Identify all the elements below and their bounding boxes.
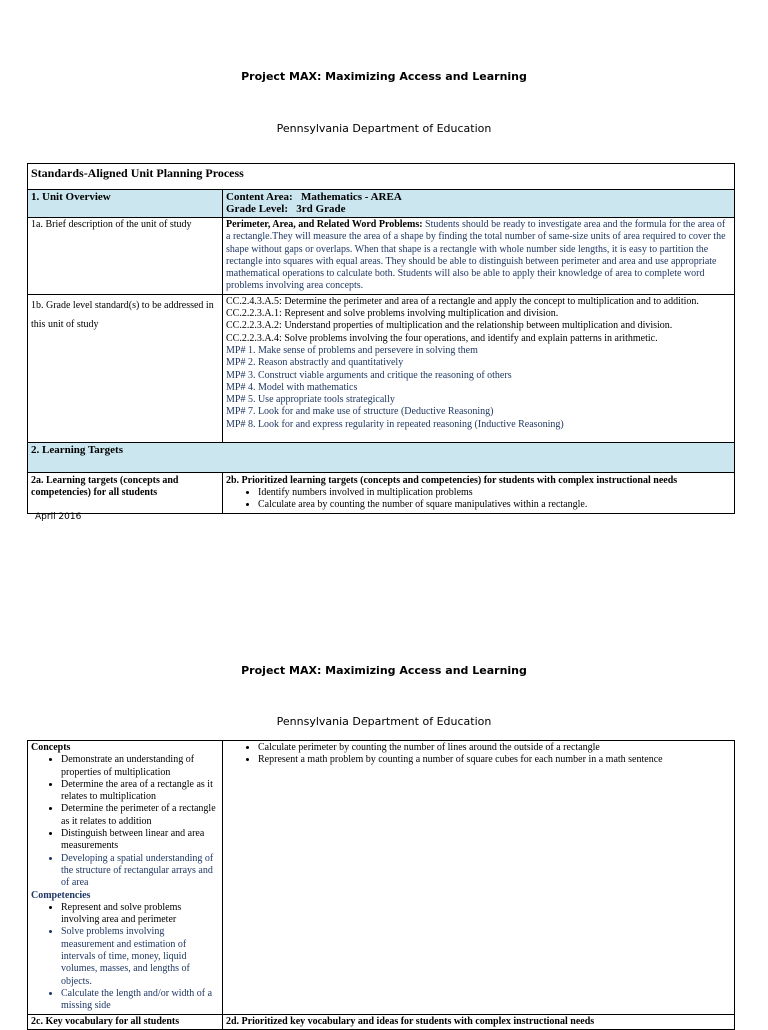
vocab-all-label: 2c. Key vocabulary for all students xyxy=(28,1014,223,1029)
unit-overview-label: 1. Unit Overview xyxy=(28,190,223,218)
targets-complex-label: 2b. Prioritized learning targets (concepts and competencies) for students with complex instructional needs xyxy=(226,474,678,486)
list-item: • Represent a math problem by counting a number of square cubes for each number in a math sentence xyxy=(258,754,731,766)
list-item: • Demonstrate an understanding of properties of multiplication xyxy=(61,754,219,779)
concepts-list xyxy=(31,754,219,889)
description-heading: Perimeter, Area, and Related Word Problems: xyxy=(226,219,423,230)
unit-planning-table-continued xyxy=(27,740,735,1030)
standards-cell xyxy=(223,294,735,442)
list-item: • Determine the perimeter of a rectangle as it relates to addition xyxy=(61,803,219,828)
complex-targets-list xyxy=(226,742,731,767)
description-cell xyxy=(223,218,735,295)
learning-targets-label: 2. Learning Targets xyxy=(28,442,735,472)
vocab-complex-label: 2d. Prioritized key vocabulary and ideas for students with complex instructional needs xyxy=(223,1014,735,1029)
page-header-department: Pennsylvania Department of Education xyxy=(276,715,492,728)
standard-item: CC.2.2.3.A.1: Represent and solve problems involving multiplication and division. xyxy=(226,308,559,320)
list-item: • Solve problems involving measurement and estimation of intervals of time, money, liquid volumes, masses, and lengths of objects. xyxy=(61,926,219,987)
list-item: • Represent and solve problems involving area and perimeter xyxy=(61,902,219,927)
standard-item: CC.2.2.3.A.2: Understand properties of multiplication and the relationship between multiplication and division. xyxy=(226,320,673,332)
content-area: Content Area: Mathematics - AREA xyxy=(226,191,402,203)
concepts-competencies-cell xyxy=(28,741,223,1015)
list-item: • Determine the area of a rectangle as it relates to multiplication xyxy=(61,779,219,804)
content-area-cell xyxy=(223,190,735,218)
practice-item: MP# 7. Look for and make use of structure (Deductive Reasoning) xyxy=(226,406,494,418)
practice-item: MP# 1. Make sense of problems and persevere in solving them xyxy=(226,344,478,356)
page-header-title: Project MAX: Maximizing Access and Learning xyxy=(241,664,527,677)
page-header-department: Pennsylvania Department of Education xyxy=(276,122,492,135)
list-item: • Calculate perimeter by counting the number of lines around the outside of a rectangle xyxy=(258,742,731,754)
competencies-label: Competencies xyxy=(31,889,91,901)
section-title: Standards-Aligned Unit Planning Process xyxy=(28,164,735,190)
practice-item: MP# 3. Construct viable arguments and critique the reasoning of others xyxy=(226,369,512,381)
grade-level: Grade Level: 3rd Grade xyxy=(226,203,346,216)
practice-item: MP# 2. Reason abstractly and quantitatively xyxy=(226,357,404,369)
standards-label: 1b. Grade level standard(s) to be addressed in this unit of study xyxy=(28,294,223,442)
targets-all-label: 2a. Learning targets (concepts and competencies) for all students xyxy=(28,472,223,513)
practice-item: MP# 4. Model with mathematics xyxy=(226,381,358,393)
concepts-label: Concepts xyxy=(31,742,71,753)
list-item: • Identify numbers involved in multiplication problems xyxy=(258,487,731,499)
targets-complex-cell xyxy=(223,472,735,513)
standard-item: CC.2.4.3.A.5: Determine the perimeter and area of a rectangle and apply the concept to multiplication and to addition. xyxy=(226,295,699,307)
unit-planning-table xyxy=(27,163,735,514)
page-header-title: Project MAX: Maximizing Access and Learning xyxy=(241,70,527,83)
page-footer-date: April 2016 xyxy=(35,512,82,522)
list-item: • Distinguish between linear and area measurements xyxy=(61,828,219,853)
competencies-list xyxy=(31,902,219,1013)
practice-item: MP# 8. Look for and express regularity in repeated reasoning (Inductive Reasoning) xyxy=(226,418,564,430)
list-item: • Calculate area by counting the number of square manipulatives within a rectangle. xyxy=(258,499,731,511)
complex-targets-cell xyxy=(223,741,735,1015)
practice-item: MP# 5. Use appropriate tools strategically xyxy=(226,394,395,406)
targets-complex-list xyxy=(226,487,731,512)
description-label: 1a. Brief description of the unit of study xyxy=(28,218,223,295)
standard-item: CC.2.2.3.A.4: Solve problems involving the four operations, and identify and explain patterns in arithmetic. xyxy=(226,332,658,344)
list-item: • Calculate the length and/or width of a missing side xyxy=(61,988,219,1013)
description-text: Students should be ready to investigate area and the formula for the area of a rectangle.They will measure the area of a shape by finding the total number of same-size units of area required to cover the shape without gaps or overlaps. When that shape is a rectangle with whole number side lengths, it is easy to partition the rectangle into squares with equal areas. They should be able to distinguish between perimeter and area and use appropriate mathematical operations to calculate both. Students will also be able to apply their knowledge of area to complete word problems involving area concepts. xyxy=(226,219,726,292)
list-item: • Developing a spatial understanding of the structure of rectangular arrays and of area xyxy=(61,853,219,890)
